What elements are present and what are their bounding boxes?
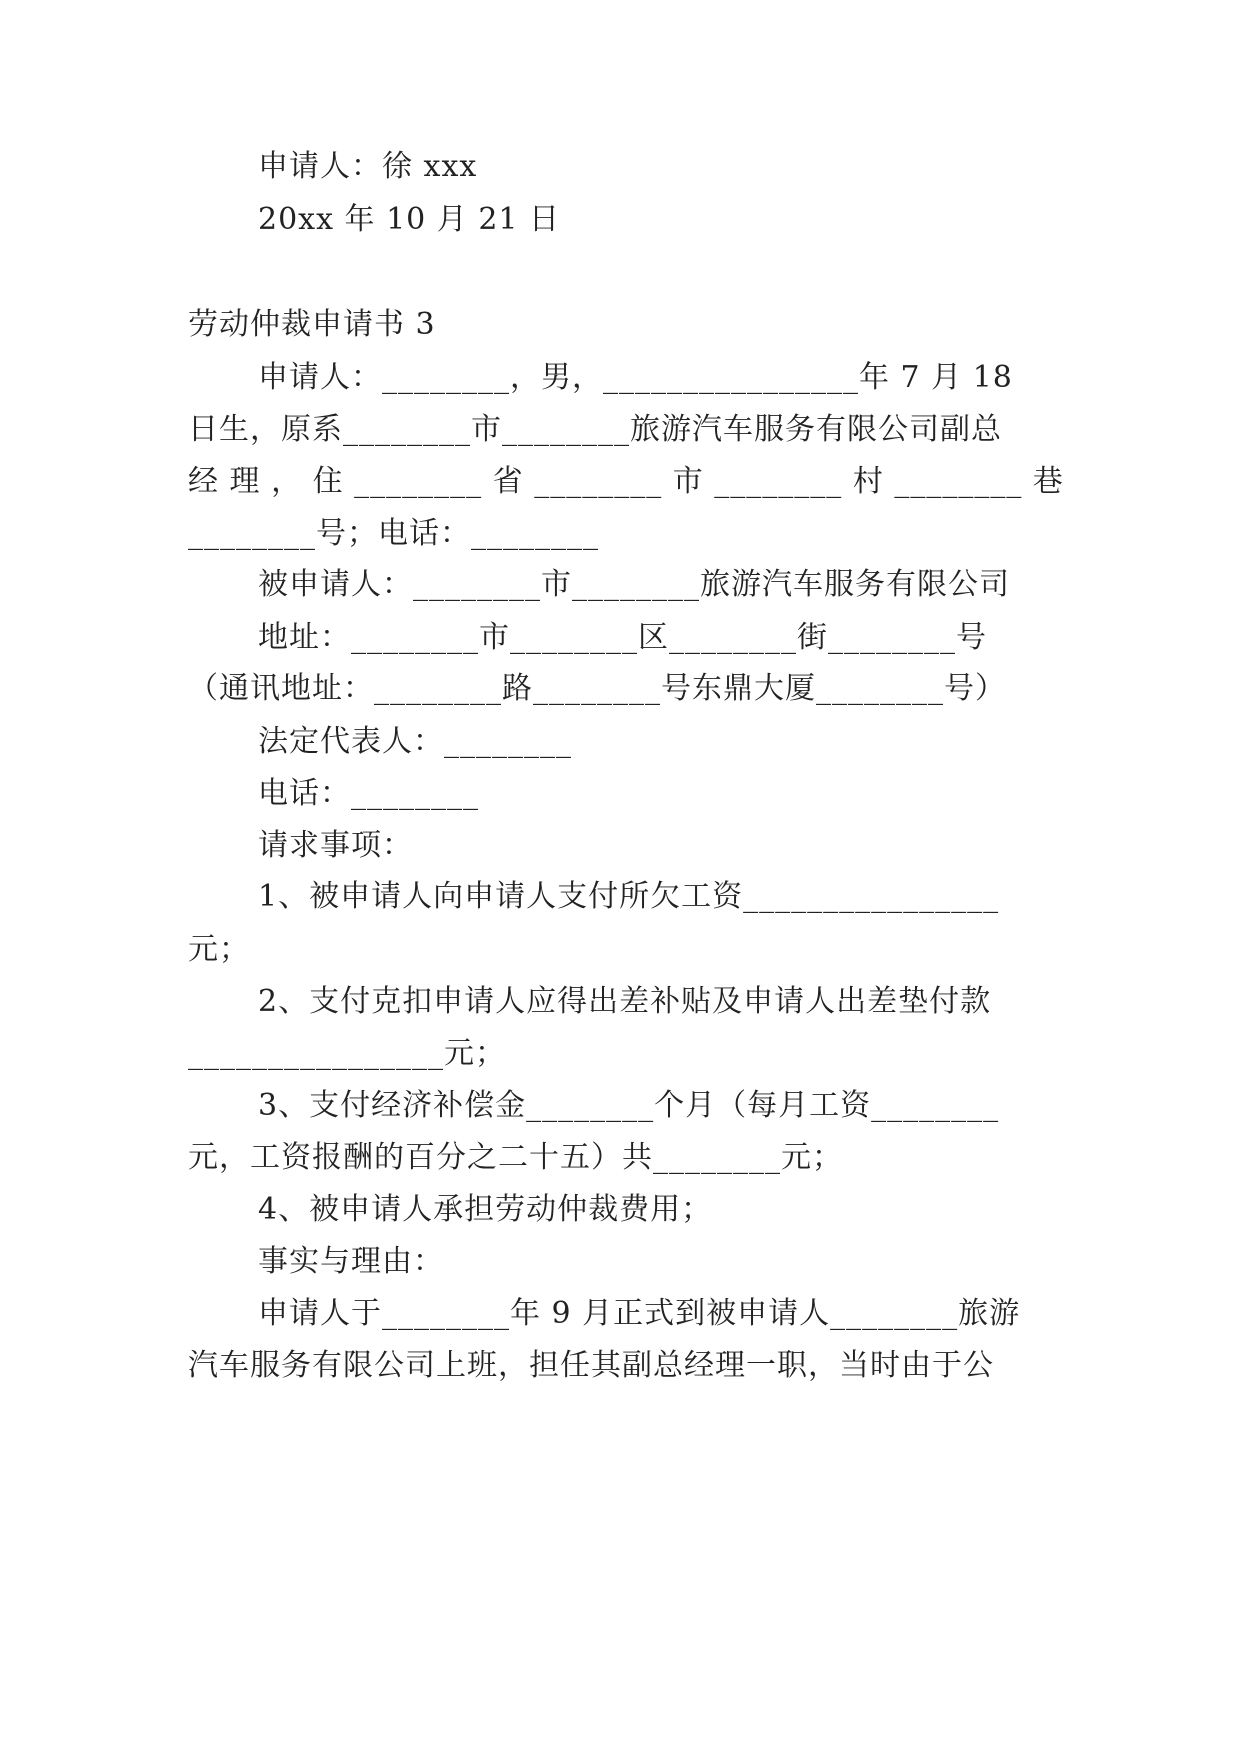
paragraph-line: 申请人：________，男，________________年 7 月 18 bbox=[258, 360, 1013, 395]
paragraph-line: 地址：________市________区________街________号 bbox=[258, 620, 987, 655]
paragraph-line: 3、支付经济补偿金________个月（每月工资________ bbox=[258, 1088, 1000, 1123]
paragraph-line: 申请人于________年 9 月正式到被申请人________旅游 bbox=[258, 1296, 1021, 1331]
paragraph-line: 汽车服务有限公司上班，担任其副总经理一职，当时由于公 bbox=[188, 1348, 994, 1383]
paragraph-line: 法定代表人：________ bbox=[258, 724, 572, 759]
signature-applicant: 申请人：徐 xxx bbox=[258, 149, 478, 184]
paragraph-line: 元，工资报酬的百分之二十五）共________元； bbox=[188, 1140, 843, 1175]
paragraph-line: 被申请人：________市________旅游汽车服务有限公司 bbox=[258, 567, 1010, 602]
section-title: 劳动仲裁申请书 3 bbox=[188, 307, 436, 342]
paragraph-line: 4、被申请人承担劳动仲裁费用； bbox=[258, 1192, 713, 1227]
paragraph-line: 2、支付克扣申请人应得出差补贴及申请人出差垫付款 bbox=[258, 984, 992, 1019]
paragraph-line: 1、被申请人向申请人支付所欠工资________________ bbox=[258, 879, 1000, 914]
paragraph-line: 事实与理由： bbox=[258, 1244, 444, 1279]
paragraph-line: ________________元； bbox=[188, 1036, 506, 1071]
paragraph-line: （通讯地址：________路________号东鼎大厦________号） bbox=[188, 671, 1006, 706]
paragraph-line: ________号；电话：________ bbox=[188, 516, 599, 551]
signature-date: 20xx 年 10 月 21 日 bbox=[258, 202, 561, 237]
paragraph-line: 日生，原系________市________旅游汽车服务有限公司副总 bbox=[188, 412, 1002, 447]
paragraph-line: 请求事项： bbox=[258, 828, 413, 863]
paragraph-line: 元； bbox=[188, 932, 250, 967]
paragraph-line: 电话：________ bbox=[258, 776, 479, 811]
paragraph-line: 经 理 ， 住 ________ 省 ________ 市 ________ 村 ________ 巷 bbox=[188, 464, 1064, 499]
